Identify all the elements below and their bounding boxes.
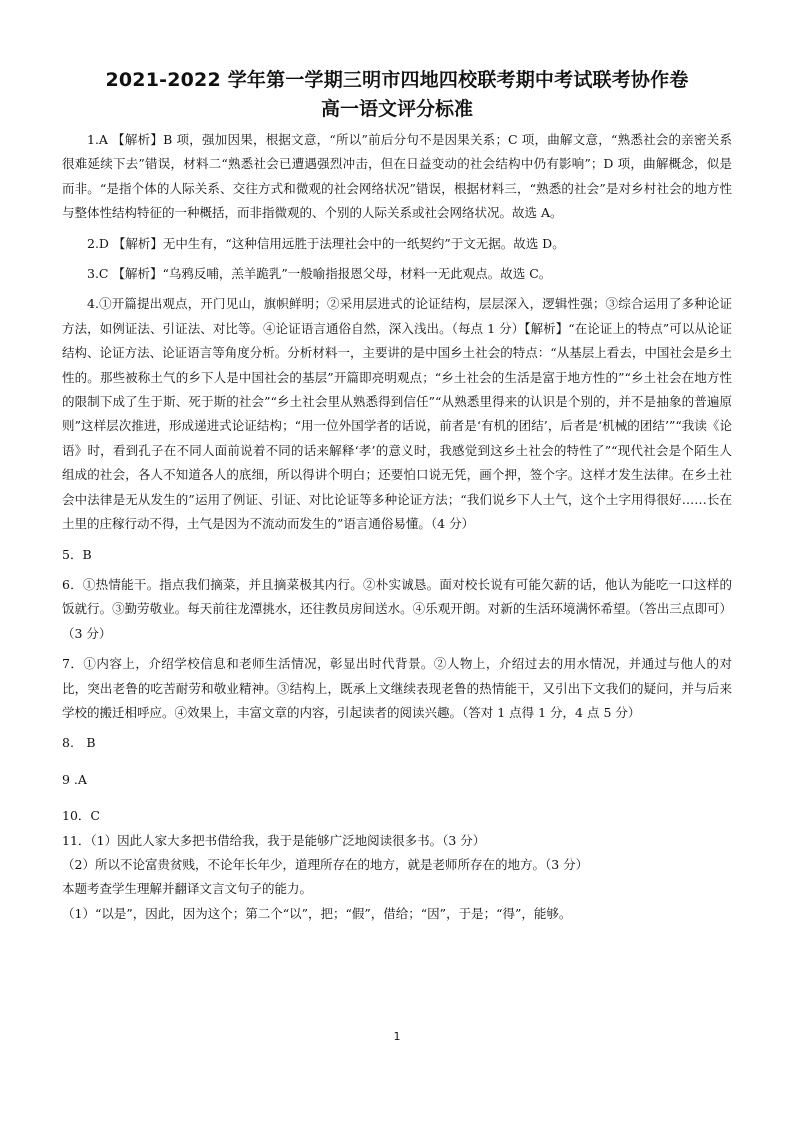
answer-q4: 4.①开篇提出观点，开门见山，旗帜鲜明；②采用层进式的论证结构，层层深入，逻辑性强；③综合运用了多种论证方法，如例证法、引证法、对比等。④论证语言通俗自然，深入浅出。（每点 1 分）【解析】“在论证上的特点”可以从论证结构、论证方法、论证语言等角度分析。分析材料一，主要讲的是中国乡土社会的特点：“从基层上看去，中国社会是乡土性的。那些被称土气的乡下人是中国社会的基层”开篇即亮明观点；“乡土社会的生活是富于地方性的”“乡土社会在地方性的限制下成了生于斯、死于斯的社会”“乡土社会里从熟悉得到信任”“从熟悉里得来的认识是个别的，并不是抽象的普遍原则”这样层次推进，形成递进式论证结构；“用一位外国学者的话说，前者是‘有机的团结’，后者是‘机械的团结’”“我读《论语》时，看到孔子在不同人面前说着不同的话来解释‘孝’的意义时，我感觉到这乡土社会的特性了”“现代社会是个陌生人组成的社会，各人不知道各人的底细，所以得讲个明白；还要怕口说无凭，画个押，签个字。这样才发生法律。在乡土社会中法律是无从发生的”运用了例证、引证、对比论证等多种论证方法；“我们说乡下人土气，这个土字用得很好……长在土里的庄稼行动不得，土气是因为不流动而发生的”语言通俗易懂。（4 分）	[62, 296, 732, 532]
answer-q2: 2.D 【解析】无中生有，“这种信用远胜于法理社会中的一纸契约”于文无据。故选 D。	[87, 235, 565, 251]
answer-q6: 6．①热情能干。指点我们摘菜，并且摘菜极其内行。②朴实诚恳。面对校长说有可能欠薪的话，他认为能吃一口这样的饭就行。③勤劳敬业。每天前往龙潭挑水，还往教员房间送水。④乐观开朗。对新的生活环境满怀希望。（答出三点即可）（3 分）	[62, 576, 732, 641]
answer-q3: 3.C 【解析】“乌鸦反哺，羔羊跪乳”一般喻指报恩父母，材料一无此观点。故选 C。	[87, 266, 552, 282]
page-number: 1	[393, 1030, 401, 1043]
answer-q7: 7．①内容上，介绍学校信息和老师生活情况，彰显出时代背景。②人物上，介绍过去的用水情况，并通过与他人的对比，突出老鲁的吃苦耐劳和敬业精神。③结构上，既承上文继续表现老鲁的热情能干，又引出下文我们的疑问，并与后来学校的搬迁相呼应。④效果上，丰富文章的内容，引起读者的阅读兴趣。（答对 1 点得 1 分，4 点 5 分）	[62, 656, 732, 720]
answer-q1: 1.A 【解析】B 项，强加因果，根据文意，“所以”前后分句不是因果关系；C 项，曲解文意，“熟悉社会的亲密关系很难延续下去”错误，材料二“熟悉社会已遭遇强烈冲击，但在日益变动的社会结构中仍有影响”；D 项，曲解概念，似是而非。“是指个体的人际关系、交往方式和微观的社会网络状况”错误，根据材料三，“熟悉的社会”是对乡村社会的地方性与整体性结构特征的一种概括，而非指微观的、个别的人际关系或社会网络状况。故选 A。	[62, 132, 732, 221]
answer-q8: 8. B	[62, 735, 96, 751]
answer-q9: 9 .A	[62, 771, 87, 787]
answer-q11-note: 本题考查学生理解并翻译文言文句子的能力。	[62, 881, 313, 897]
answer-q10: 10．C	[62, 808, 100, 824]
document-page	[62, 66, 732, 926]
answer-q11-part2: （2）所以不论富贵贫贱，不论年长年少，道理所存在的地方，就是老师所存在的地方。（3 分）	[62, 856, 589, 872]
document-subtitle: 高一语文评分标准	[320, 98, 473, 120]
answer-q5: 5．B	[62, 546, 92, 562]
answer-q11-explanation: （1）“以是”，因此，因为这个；第二个“以”，把；“假”，借给；“因”，于是；“得”，能够。	[62, 905, 572, 921]
document-title: 2021-2022 学年第一学期三明市四地四校联考期中考试联考协作卷	[105, 69, 689, 91]
answer-q11-part1: 11．（1）因此人家大多把书借给我，我于是能够广泛地阅读很多书。（3 分）	[62, 832, 486, 848]
